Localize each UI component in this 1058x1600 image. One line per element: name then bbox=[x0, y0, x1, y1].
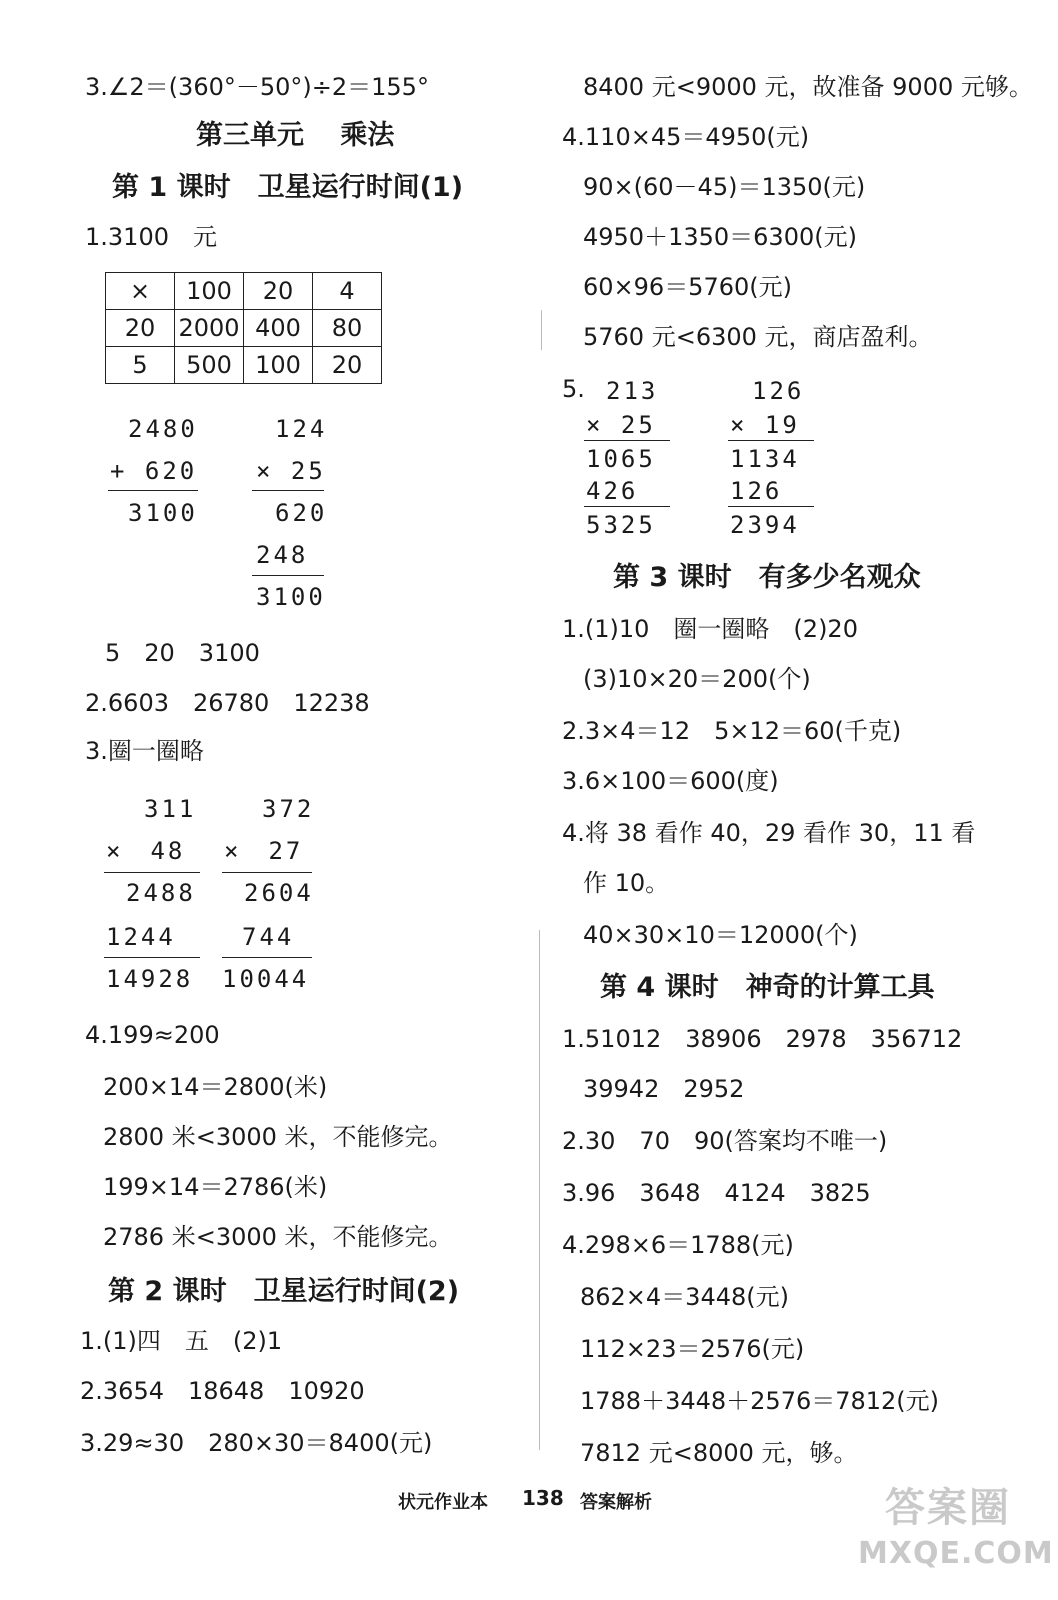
calc-line: 14928 bbox=[106, 965, 194, 993]
answer-line: 90×(60－45)＝1350(元) bbox=[583, 173, 866, 201]
calc-line: 248 bbox=[256, 541, 309, 569]
table-cell: × bbox=[106, 273, 175, 310]
answer-line: 5 20 3100 bbox=[105, 639, 260, 667]
answer-line: 40×30×10＝12000(个) bbox=[583, 921, 858, 949]
answer-line: 2.3654 18648 10920 bbox=[80, 1377, 365, 1405]
calc-line: 213 bbox=[606, 377, 659, 405]
answer-line: 作 10。 bbox=[583, 869, 670, 897]
calc-line: 1065 bbox=[586, 445, 656, 473]
calc-line: + 620 bbox=[110, 457, 198, 485]
calc-line: 744 bbox=[242, 923, 295, 951]
table-cell: 2000 bbox=[175, 310, 244, 347]
answer-line: 1.(1)四 五 (2)1 bbox=[80, 1327, 283, 1355]
answer-line: 3.29≈30 280×30＝8400(元) bbox=[80, 1429, 433, 1457]
lesson-title: 第 2 课时 卫星运行时间(2) bbox=[108, 1276, 460, 1307]
calc-line: 2604 bbox=[244, 879, 314, 907]
answer-line: 2.30 70 90(答案均不唯一) bbox=[562, 1127, 888, 1155]
watermark-logo: 答案圈 bbox=[885, 1485, 1011, 1531]
calc-line: 5325 bbox=[586, 511, 656, 539]
answer-line: (3)10×20＝200(个) bbox=[583, 665, 811, 693]
answer-line: 1.(1)10 圈一圈略 (2)20 bbox=[562, 615, 858, 643]
calc-line: 2488 bbox=[126, 879, 196, 907]
calc-line: × 25 bbox=[586, 411, 656, 439]
calc-line: × 48 bbox=[106, 837, 186, 865]
calc-line: × 19 bbox=[730, 411, 800, 439]
multiplication-table bbox=[105, 272, 382, 384]
answer-line: 4.将 38 看作 40，29 看作 30，11 看 bbox=[562, 819, 976, 847]
answer-line: 112×23＝2576(元) bbox=[580, 1335, 805, 1363]
answer-line: 1.3100 元 bbox=[85, 223, 217, 251]
answer-line: 4950＋1350＝6300(元) bbox=[583, 223, 857, 251]
table-cell: 400 bbox=[244, 310, 313, 347]
table-cell: 20 bbox=[106, 310, 175, 347]
calc-line: 1134 bbox=[730, 445, 800, 473]
calc-line: 3100 bbox=[256, 583, 326, 611]
question-number: 5. bbox=[562, 375, 585, 403]
answer-line: 3.圈一圈略 bbox=[85, 737, 204, 765]
answer-line: 4.199≈200 bbox=[85, 1021, 220, 1049]
footer-brand: 状元作业本 bbox=[398, 1492, 488, 1513]
table-cell: 100 bbox=[244, 347, 313, 384]
calc-line: 2394 bbox=[730, 511, 800, 539]
answer-line: 200×14＝2800(米) bbox=[103, 1073, 328, 1101]
lesson-title: 第 3 课时 有多少名观众 bbox=[613, 562, 921, 593]
answer-line: 5760 元<6300 元，商店盈利。 bbox=[583, 323, 933, 351]
answer-line: 8400 元<9000 元，故准备 9000 元够。 bbox=[583, 73, 1033, 101]
table-cell: 20 bbox=[313, 347, 382, 384]
footer-section: 答案解析 bbox=[580, 1492, 652, 1513]
watermark-url: MXQE.COM bbox=[858, 1536, 1054, 1571]
table-cell: 80 bbox=[313, 310, 382, 347]
calc-line: 10044 bbox=[222, 965, 310, 993]
calc-line: 126 bbox=[730, 477, 783, 505]
calc-line: × 25 bbox=[256, 457, 326, 485]
answer-line: 3.∠2＝(360°－50°)÷2＝155° bbox=[85, 73, 429, 101]
answer-line: 2786 米<3000 米，不能修完。 bbox=[103, 1223, 453, 1251]
calc-line: 372 bbox=[262, 795, 315, 823]
table-cell: 5 bbox=[106, 347, 175, 384]
table-cell: 500 bbox=[175, 347, 244, 384]
answer-line: 4.110×45＝4950(元) bbox=[562, 123, 810, 151]
calc-line: 124 bbox=[275, 415, 328, 443]
calc-line: 426 bbox=[586, 477, 639, 505]
answer-line: 3.96 3648 4124 3825 bbox=[562, 1179, 871, 1207]
calc-line: 126 bbox=[752, 377, 805, 405]
lesson-title: 第 1 课时 卫星运行时间(1) bbox=[112, 172, 464, 203]
answer-line: 1788＋3448＋2576＝7812(元) bbox=[580, 1387, 940, 1415]
calc-line: 311 bbox=[144, 795, 197, 823]
calc-line: × 27 bbox=[224, 837, 304, 865]
unit-title: 第三单元 乘法 bbox=[196, 120, 395, 151]
answer-line: 199×14＝2786(米) bbox=[103, 1173, 328, 1201]
calc-line: 2480 bbox=[128, 415, 198, 443]
answer-line: 3.6×100＝600(度) bbox=[562, 767, 779, 795]
answer-line: 4.298×6＝1788(元) bbox=[562, 1231, 794, 1259]
answer-line: 7812 元<8000 元，够。 bbox=[580, 1439, 858, 1467]
table-cell: 4 bbox=[313, 273, 382, 310]
answer-line: 2800 米<3000 米，不能修完。 bbox=[103, 1123, 453, 1151]
calc-line: 620 bbox=[275, 499, 328, 527]
answer-line: 1.51012 38906 2978 356712 bbox=[562, 1025, 963, 1053]
calc-line: 3100 bbox=[128, 499, 198, 527]
answer-line: 60×96＝5760(元) bbox=[583, 273, 792, 301]
answer-line: 862×4＝3448(元) bbox=[580, 1283, 789, 1311]
table-cell: 100 bbox=[175, 273, 244, 310]
answer-line: 2.3×4＝12 5×12＝60(千克) bbox=[562, 717, 902, 745]
lesson-title: 第 4 课时 神奇的计算工具 bbox=[600, 972, 935, 1003]
answer-line: 39942 2952 bbox=[583, 1075, 745, 1103]
page-number: 138 bbox=[522, 1486, 564, 1510]
table-cell: 20 bbox=[244, 273, 313, 310]
calc-line: 1244 bbox=[106, 923, 176, 951]
answer-line: 2.6603 26780 12238 bbox=[85, 689, 370, 717]
